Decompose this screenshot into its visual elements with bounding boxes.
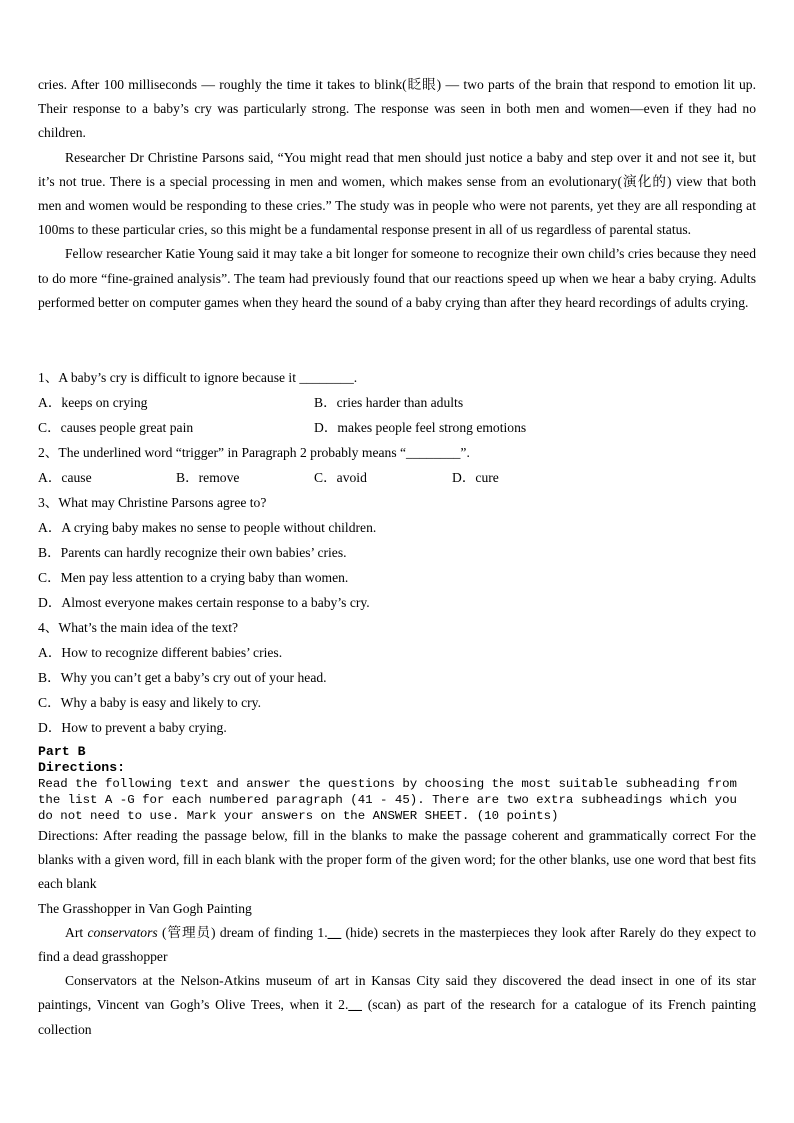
blank-2[interactable]: __ (348, 997, 362, 1013)
question-1-option-a: A．keeps on crying (38, 395, 148, 410)
question-4-option-c: C．Why a baby is easy and likely to cry. (38, 695, 261, 710)
passage-paragraph-3: Fellow researcher Katie Young said it may take a bit longer for someone to recognize their own child’s cries because they need to do more “fine-grained analysis”. The team had previously found that our reactions speed up when we hear a baby crying. Adults performed better on computer games when they heard the sound of a baby crying than after they heard recordings of adults crying. (38, 246, 756, 310)
question-3-option-c: C．Men pay less attention to a crying baby than women. (38, 570, 349, 585)
question-1-option-d: D．makes people feel strong emotions (314, 420, 527, 435)
question-3-option-b: B．Parents can hardly recognize their own babies’ cries. (38, 545, 347, 560)
question-1-options-row-2 (38, 415, 756, 440)
part-b (38, 744, 756, 1042)
questions (38, 365, 756, 740)
passage-paragraph-1: cries. After 100 milliseconds — roughly the time it takes to blink(眨眼) — two parts of the brain that respond to emotion lit up. Their response to a baby’s cry was particularly strong. The response was seen in both men and women—even if they had no children. (38, 77, 756, 141)
question-3-option-d: D．Almost everyone makes certain response to a baby’s cry. (38, 595, 370, 610)
passage-title: The Grasshopper in Van Gogh Painting (38, 900, 252, 916)
grasshopper-paragraph-2 (38, 969, 756, 1042)
question-3-option-a: A．A crying baby makes no sense to people without children. (38, 520, 377, 535)
question-2-stem: 2、The underlined word “trigger” in Paragraph 2 probably means “________”. (38, 445, 470, 460)
italic-word: conservators (87, 924, 158, 940)
text: (hide) secrets in the masterpieces they look after Rarely do they expect to find a dead grasshopper (38, 924, 756, 965)
part-b-heading: Part B (38, 744, 86, 759)
question-2-option-b: B．remove (176, 470, 240, 485)
text: Conservators at the Nelson-Atkins museum of art in Kansas City said they discovered the dead insect in one of its star paintings, Vincent van Gogh’s Olive Trees, when it 2. (38, 973, 756, 1013)
question-4-option-a: A．How to recognize different babies’ cries. (38, 645, 283, 660)
directions-2: Directions: After reading the passage below, fill in the blanks to make the passage coherent and grammatically correct For the blanks with a given word, fill in each blank with the proper form of the given word; for the other blanks, use one word that best fits each blank (38, 828, 756, 892)
question-4-option-b: B．Why you can’t get a baby’s cry out of your head. (38, 670, 327, 685)
question-2-option-c: C．avoid (314, 470, 367, 485)
passage (38, 73, 756, 315)
text: (scan) as part of the research for a catalogue of its French painting collection (38, 997, 756, 1037)
question-3-stem: 3、What may Christine Parsons agree to? (38, 495, 267, 510)
blank-1[interactable]: __ (327, 924, 342, 940)
text: (管理员) dream of finding 1. (157, 924, 328, 940)
question-4-option-d: D．How to prevent a baby crying. (38, 720, 227, 735)
directions-text: Read the following text and answer the questions by choosing the most suitable subheading from the list A -G for each numbered paragraph (41 - 45). There are two extra subheadings which you do not need to use. Mark your answers on the ANSWER SHEET. (10 points) (38, 777, 737, 823)
question-1-options-row-1 (38, 390, 756, 415)
directions-label: Directions: (38, 760, 126, 775)
question-2-options (38, 465, 756, 490)
passage-paragraph-2: Researcher Dr Christine Parsons said, “You might read that men should just notice a baby and step over it and not see it, but it’s not true. There is a special processing in men and women, which makes sense from an evolutionary(演化的) view that both men and women would be responding to these cries.” The study was in people who were not parents, yet they are all responding at 100ms to these particular cries, so this might be a fundamental response present in all of us regardless of parental status. (38, 149, 756, 238)
question-4-stem: 4、What’s the main idea of the text? (38, 620, 239, 635)
question-1-option-c: C．causes people great pain (38, 420, 194, 435)
question-1-option-b: B．cries harder than adults (314, 395, 464, 410)
question-2-option-a: A．cause (38, 470, 92, 485)
question-1-stem: 1、A baby’s cry is difficult to ignore because it ________. (38, 370, 358, 385)
grasshopper-paragraph-1 (38, 921, 756, 969)
text: Art (65, 924, 88, 940)
question-2-option-d: D．cure (452, 470, 499, 485)
